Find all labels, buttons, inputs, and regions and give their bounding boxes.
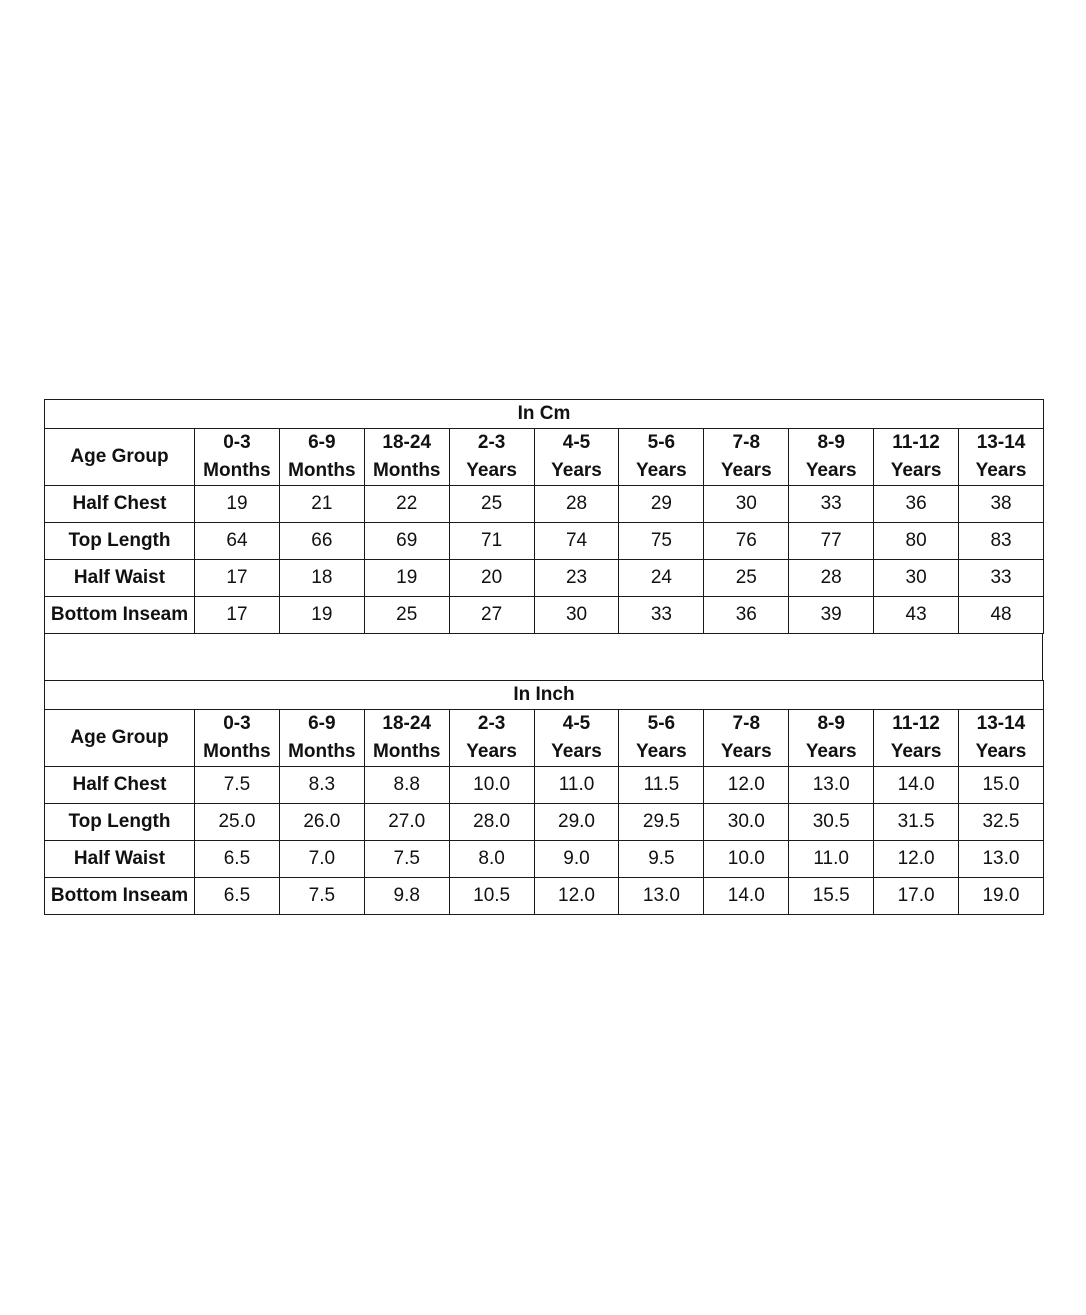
measurement-value: 29.0 bbox=[534, 804, 619, 841]
measurement-value: 64 bbox=[195, 523, 280, 560]
age-unit: Years bbox=[975, 460, 1027, 481]
table-row bbox=[45, 523, 1044, 560]
measurement-value: 13.0 bbox=[789, 767, 874, 804]
age-unit: Years bbox=[636, 741, 687, 762]
measurement-value: 10.0 bbox=[449, 767, 534, 804]
measurement-label: Half Waist bbox=[45, 560, 195, 597]
measurement-value: 74 bbox=[534, 523, 619, 560]
measurement-value: 76 bbox=[704, 523, 789, 560]
age-group-header: Age Group bbox=[45, 710, 195, 767]
measurement-value: 38 bbox=[959, 486, 1044, 523]
measurement-value: 20 bbox=[449, 560, 534, 597]
age-unit: Years bbox=[551, 460, 602, 481]
inch-size-table bbox=[44, 680, 1044, 915]
age-column-header bbox=[279, 710, 364, 767]
header-row bbox=[45, 710, 1044, 767]
age-range: 8-9 bbox=[817, 432, 845, 453]
age-column-header bbox=[619, 710, 704, 767]
table-row bbox=[45, 878, 1044, 915]
measurement-value: 9.0 bbox=[534, 841, 619, 878]
age-range: 2-3 bbox=[477, 713, 506, 734]
measurement-value: 30.5 bbox=[789, 804, 874, 841]
age-column-header bbox=[449, 429, 534, 486]
age-column-header bbox=[364, 429, 449, 486]
size-chart bbox=[44, 399, 1043, 915]
measurement-value: 11.0 bbox=[789, 841, 874, 878]
table-row bbox=[45, 560, 1044, 597]
measurement-value: 17.0 bbox=[874, 878, 959, 915]
age-range: 13-14 bbox=[976, 713, 1026, 734]
age-range: 7-8 bbox=[732, 432, 761, 453]
table-spacer bbox=[44, 634, 1043, 680]
measurement-value: 17 bbox=[195, 560, 280, 597]
measurement-value: 6.5 bbox=[195, 878, 280, 915]
age-range: 13-14 bbox=[976, 432, 1026, 453]
measurement-value: 71 bbox=[449, 523, 534, 560]
age-range: 0-3 bbox=[223, 432, 251, 453]
age-unit: Years bbox=[720, 741, 772, 762]
age-unit: Years bbox=[890, 460, 942, 481]
cm-size-table bbox=[44, 399, 1044, 634]
age-unit: Years bbox=[805, 460, 857, 481]
age-column-header bbox=[279, 429, 364, 486]
age-column-header bbox=[449, 710, 534, 767]
measurement-value: 10.5 bbox=[449, 878, 534, 915]
measurement-value: 77 bbox=[789, 523, 874, 560]
age-unit: Months bbox=[372, 741, 441, 762]
measurement-value: 10.0 bbox=[704, 841, 789, 878]
age-unit: Years bbox=[805, 741, 857, 762]
measurement-value: 8.8 bbox=[364, 767, 449, 804]
measurement-label: Bottom Inseam bbox=[45, 878, 195, 915]
age-unit: Years bbox=[466, 460, 517, 481]
measurement-value: 29.5 bbox=[619, 804, 704, 841]
measurement-value: 39 bbox=[789, 597, 874, 634]
measurement-value: 14.0 bbox=[874, 767, 959, 804]
measurement-value: 6.5 bbox=[195, 841, 280, 878]
measurement-value: 19 bbox=[279, 597, 364, 634]
table-row bbox=[45, 597, 1044, 634]
measurement-value: 30 bbox=[534, 597, 619, 634]
measurement-value: 9.8 bbox=[364, 878, 449, 915]
measurement-value: 13.0 bbox=[959, 841, 1044, 878]
header-row bbox=[45, 429, 1044, 486]
measurement-value: 13.0 bbox=[619, 878, 704, 915]
age-range: 11-12 bbox=[892, 713, 940, 734]
measurement-value: 25 bbox=[364, 597, 449, 634]
measurement-value: 43 bbox=[874, 597, 959, 634]
age-range: 8-9 bbox=[817, 713, 845, 734]
measurement-label: Half Waist bbox=[45, 841, 195, 878]
measurement-value: 8.0 bbox=[449, 841, 534, 878]
measurement-value: 27 bbox=[449, 597, 534, 634]
measurement-value: 22 bbox=[364, 486, 449, 523]
measurement-value: 29 bbox=[619, 486, 704, 523]
age-range: 11-12 bbox=[892, 432, 940, 453]
age-unit: Months bbox=[203, 741, 271, 762]
age-range: 18-24 bbox=[382, 713, 432, 734]
age-group-header: Age Group bbox=[45, 429, 195, 486]
age-column-header bbox=[619, 429, 704, 486]
age-column-header bbox=[959, 429, 1044, 486]
measurement-value: 33 bbox=[959, 560, 1044, 597]
age-range: 18-24 bbox=[382, 432, 432, 453]
measurement-value: 14.0 bbox=[704, 878, 789, 915]
measurement-value: 30 bbox=[874, 560, 959, 597]
measurement-value: 11.5 bbox=[619, 767, 704, 804]
measurement-value: 25 bbox=[704, 560, 789, 597]
age-column-header bbox=[704, 710, 789, 767]
measurement-value: 21 bbox=[279, 486, 364, 523]
measurement-value: 30 bbox=[704, 486, 789, 523]
measurement-value: 7.5 bbox=[364, 841, 449, 878]
measurement-value: 80 bbox=[874, 523, 959, 560]
measurement-value: 9.5 bbox=[619, 841, 704, 878]
age-range: 2-3 bbox=[477, 432, 506, 453]
age-unit: Years bbox=[975, 741, 1027, 762]
age-column-header bbox=[874, 429, 959, 486]
measurement-value: 27.0 bbox=[364, 804, 449, 841]
table-row bbox=[45, 767, 1044, 804]
age-unit: Years bbox=[636, 460, 687, 481]
measurement-value: 83 bbox=[959, 523, 1044, 560]
measurement-value: 36 bbox=[874, 486, 959, 523]
measurement-value: 19 bbox=[195, 486, 280, 523]
age-column-header bbox=[364, 710, 449, 767]
age-column-header bbox=[959, 710, 1044, 767]
measurement-value: 24 bbox=[619, 560, 704, 597]
age-column-header bbox=[195, 710, 280, 767]
measurement-label: Bottom Inseam bbox=[45, 597, 195, 634]
measurement-value: 48 bbox=[959, 597, 1044, 634]
measurement-label: Top Length bbox=[45, 523, 195, 560]
measurement-value: 7.5 bbox=[195, 767, 280, 804]
measurement-value: 19 bbox=[364, 560, 449, 597]
measurement-value: 7.5 bbox=[279, 878, 364, 915]
age-range: 7-8 bbox=[732, 713, 761, 734]
measurement-value: 69 bbox=[364, 523, 449, 560]
measurement-value: 7.0 bbox=[279, 841, 364, 878]
age-column-header bbox=[874, 710, 959, 767]
measurement-value: 36 bbox=[704, 597, 789, 634]
measurement-value: 26.0 bbox=[279, 804, 364, 841]
table-title: In Inch bbox=[45, 681, 1044, 710]
table-row bbox=[45, 486, 1044, 523]
measurement-value: 12.0 bbox=[874, 841, 959, 878]
measurement-value: 15.0 bbox=[959, 767, 1044, 804]
age-unit: Years bbox=[890, 741, 942, 762]
age-range: 5-6 bbox=[647, 713, 676, 734]
measurement-value: 33 bbox=[789, 486, 874, 523]
measurement-value: 12.0 bbox=[534, 878, 619, 915]
measurement-value: 33 bbox=[619, 597, 704, 634]
age-unit: Years bbox=[720, 460, 772, 481]
age-range: 4-5 bbox=[562, 432, 591, 453]
age-range: 6-9 bbox=[308, 713, 336, 734]
age-range: 0-3 bbox=[223, 713, 251, 734]
age-column-header bbox=[789, 429, 874, 486]
age-column-header bbox=[534, 710, 619, 767]
measurement-value: 19.0 bbox=[959, 878, 1044, 915]
measurement-value: 23 bbox=[534, 560, 619, 597]
age-unit: Months bbox=[372, 460, 441, 481]
age-column-header bbox=[789, 710, 874, 767]
measurement-value: 11.0 bbox=[534, 767, 619, 804]
age-range: 6-9 bbox=[308, 432, 336, 453]
age-column-header bbox=[534, 429, 619, 486]
measurement-value: 25.0 bbox=[195, 804, 280, 841]
age-range: 4-5 bbox=[562, 713, 591, 734]
measurement-value: 12.0 bbox=[704, 767, 789, 804]
measurement-value: 18 bbox=[279, 560, 364, 597]
measurement-value: 25 bbox=[449, 486, 534, 523]
age-unit: Months bbox=[203, 460, 271, 481]
age-unit: Years bbox=[551, 741, 602, 762]
measurement-value: 31.5 bbox=[874, 804, 959, 841]
age-range: 5-6 bbox=[647, 432, 676, 453]
size-tables-container bbox=[44, 399, 1043, 915]
measurement-value: 28 bbox=[534, 486, 619, 523]
age-column-header bbox=[195, 429, 280, 486]
measurement-value: 66 bbox=[279, 523, 364, 560]
measurement-value: 28 bbox=[789, 560, 874, 597]
age-unit: Months bbox=[288, 460, 356, 481]
measurement-value: 30.0 bbox=[704, 804, 789, 841]
measurement-label: Half Chest bbox=[45, 767, 195, 804]
table-row bbox=[45, 841, 1044, 878]
measurement-label: Half Chest bbox=[45, 486, 195, 523]
measurement-label: Top Length bbox=[45, 804, 195, 841]
measurement-value: 15.5 bbox=[789, 878, 874, 915]
table-title: In Cm bbox=[45, 400, 1044, 429]
measurement-value: 17 bbox=[195, 597, 280, 634]
measurement-value: 32.5 bbox=[959, 804, 1044, 841]
age-unit: Years bbox=[466, 741, 517, 762]
age-unit: Months bbox=[288, 741, 356, 762]
measurement-value: 75 bbox=[619, 523, 704, 560]
age-column-header bbox=[704, 429, 789, 486]
measurement-value: 8.3 bbox=[279, 767, 364, 804]
table-row bbox=[45, 804, 1044, 841]
measurement-value: 28.0 bbox=[449, 804, 534, 841]
